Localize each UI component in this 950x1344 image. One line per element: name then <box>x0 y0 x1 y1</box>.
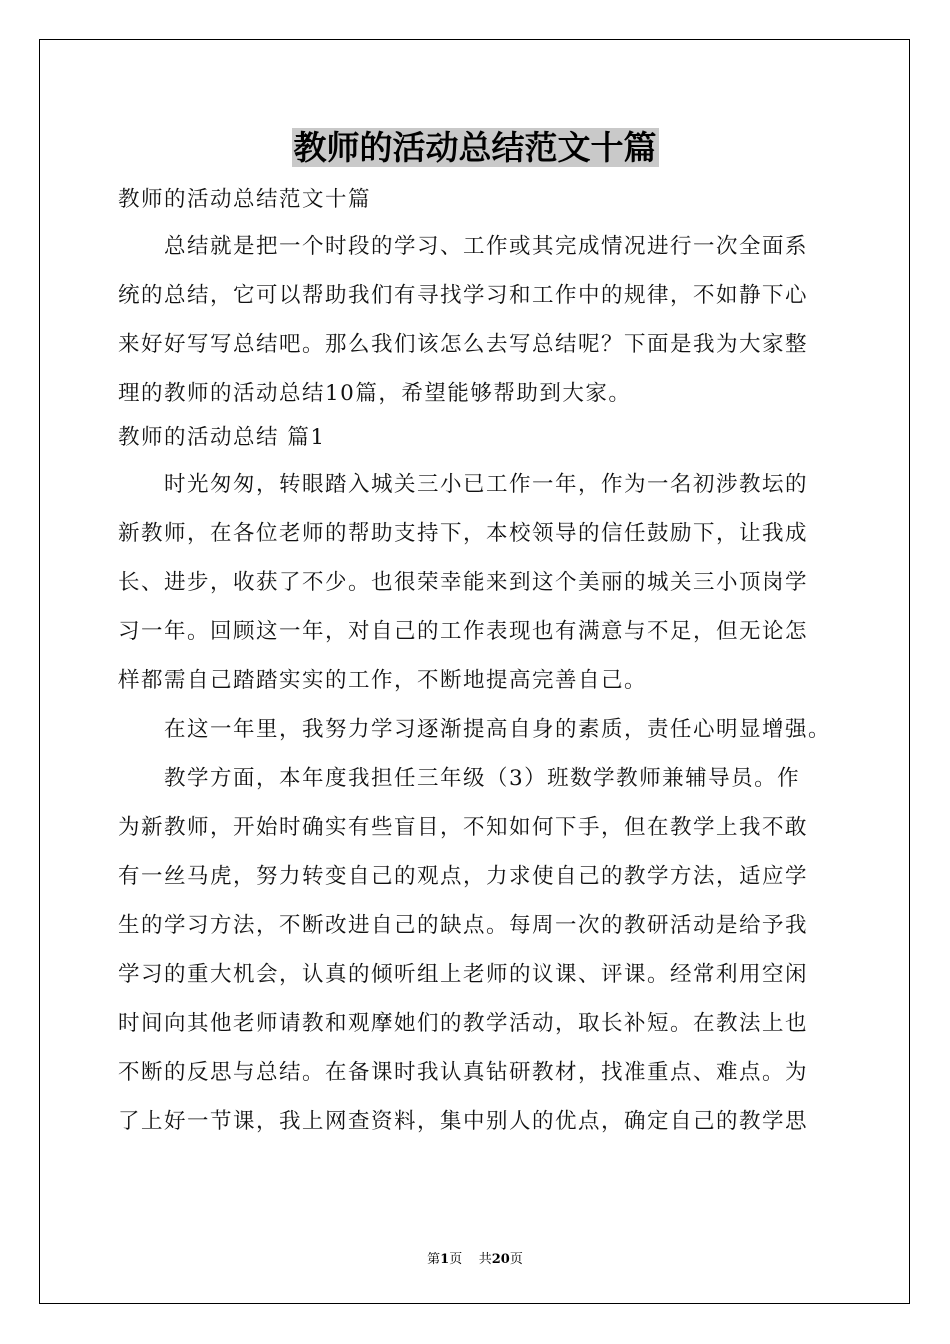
footer-page-suffix: 页 共 <box>449 1252 492 1267</box>
paragraph-line: 学习的重大机会，认真的倾听组上老师的议课、评课。经常利用空闲 <box>118 962 809 987</box>
paragraph-line: 时光匆匆，转眼踏入城关三小已工作一年，作为一名初涉教坛的 <box>164 472 809 497</box>
paragraph-line: 不断的反思与总结。在备课时我认真钻研教材，找准重点、难点。为 <box>118 1060 809 1085</box>
section-heading: 教师的活动总结范文十篇 <box>118 187 372 212</box>
paragraph-line: 在这一年里，我努力学习逐渐提高自身的素质，责任心明显增强。 <box>164 717 832 742</box>
document-title-text: 教师的活动总结范文十篇 <box>293 128 657 167</box>
footer-page-prefix: 第 <box>427 1252 441 1267</box>
paragraph-line: 生的学习方法，不断改进自己的缺点。每周一次的教研活动是给予我 <box>118 913 809 938</box>
paragraph-line: 为新教师，开始时确实有些盲目，不知如何下手，但在教学上我不敢 <box>118 815 809 840</box>
paragraph-line: 统的总结，它可以帮助我们有寻找学习和工作中的规律，不如静下心 <box>118 283 809 308</box>
paragraph-line: 总结就是把一个时段的学习、工作或其完成情况进行一次全面系 <box>164 234 809 259</box>
page-footer <box>0 1248 950 1267</box>
footer-total-pages: 20 <box>491 1252 510 1267</box>
footer-page-number: 1 <box>440 1252 450 1267</box>
paragraph-line: 来好好写写总结吧。那么我们该怎么去写总结呢？下面是我为大家整 <box>118 332 809 357</box>
paragraph-line: 样都需自己踏踏实实的工作，不断地提高完善自己。 <box>118 668 648 693</box>
paragraph-line: 有一丝马虎，努力转变自己的观点，力求使自己的教学方法，适应学 <box>118 864 809 889</box>
paragraph-line: 长、进步，收获了不少。也很荣幸能来到这个美丽的城关三小顶岗学 <box>118 570 809 595</box>
paragraph-line: 理的教师的活动总结10篇，希望能够帮助到大家。 <box>118 381 632 406</box>
paragraph-line: 习一年。回顾这一年，对自己的工作表现也有满意与不足，但无论怎 <box>118 619 809 644</box>
section-heading: 教师的活动总结 篇1 <box>118 425 326 450</box>
document-title <box>0 124 950 172</box>
paragraph-line: 教学方面，本年度我担任三年级（3）班数学教师兼辅导员。作 <box>164 766 801 791</box>
paragraph-line: 时间向其他老师请教和观摩她们的教学活动，取长补短。在教法上也 <box>118 1011 809 1036</box>
paragraph-line: 了上好一节课，我上网查资料，集中别人的优点，确定自己的教学思 <box>118 1109 809 1134</box>
paragraph-line: 新教师，在各位老师的帮助支持下，本校领导的信任鼓励下，让我成 <box>118 521 809 546</box>
document-body <box>118 180 834 1146</box>
footer-total-suffix: 页 <box>509 1252 523 1267</box>
